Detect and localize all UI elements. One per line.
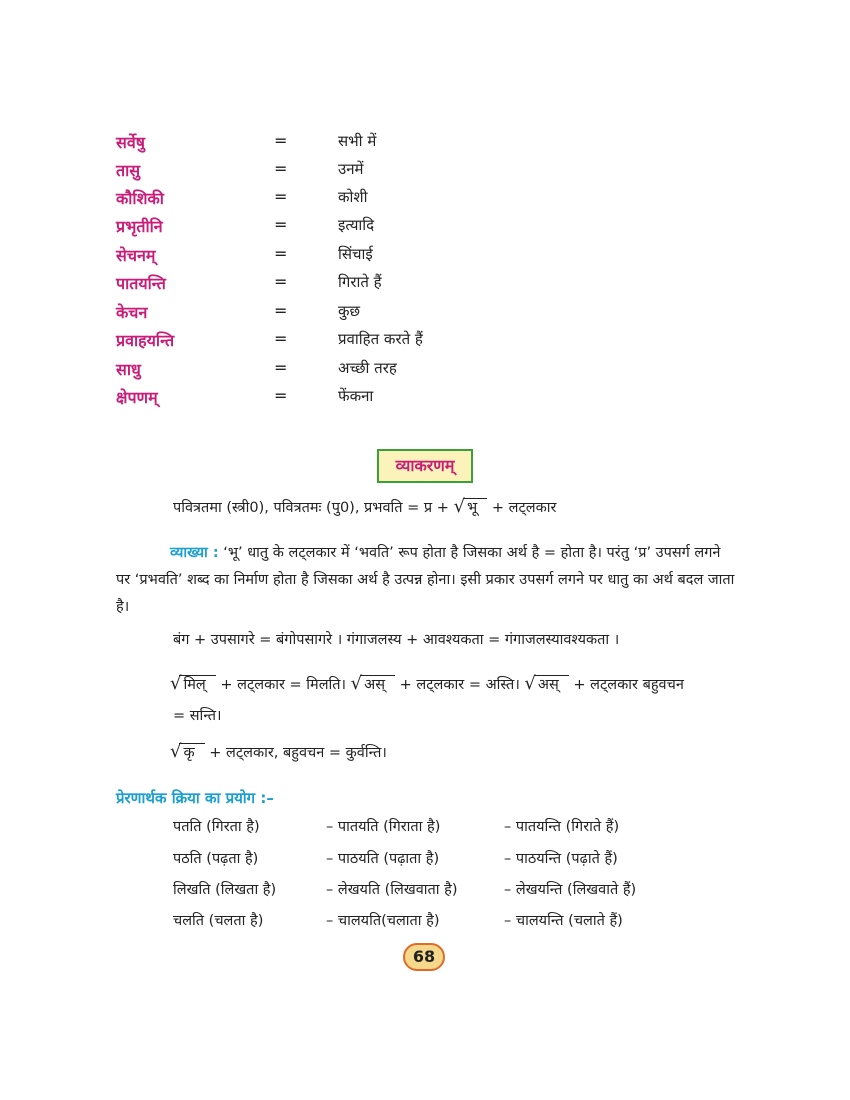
causative-row: [0, 848, 850, 874]
equals-sign: =: [274, 244, 288, 263]
root-word: अस्: [534, 675, 569, 694]
causative-row: [0, 910, 850, 936]
vocab-word: क्षेपणम्: [116, 388, 158, 407]
vocab-meaning: प्रवाहित करते हैं: [338, 330, 423, 348]
causative-singular: – लेखयति (लिखवाता है): [326, 882, 458, 898]
equals-sign: =: [274, 159, 288, 178]
vocab-meaning: अच्छी तरह: [338, 359, 397, 377]
root-word: अस्: [360, 675, 395, 694]
vocab-row: [0, 329, 850, 355]
vocab-meaning: फेंकना: [338, 387, 374, 405]
vocab-word: प्रवाहयन्ति: [116, 331, 175, 350]
vocab-row: [0, 159, 850, 185]
causative-heading: प्रेरणार्थक क्रिया का प्रयोग :–: [116, 789, 274, 807]
vocab-word: तासु: [116, 161, 141, 180]
vocab-row: [0, 131, 850, 157]
root-line-1-continued: = सन्ति।: [173, 708, 222, 724]
root-line-1: [170, 673, 684, 694]
compound-tail: + लट्लकार: [487, 500, 557, 516]
base-verb: चलति (चलता है): [173, 913, 264, 929]
root-word: कृ: [179, 743, 204, 762]
sandhi-line: बंग + उपसागरे = बंगोपसागरे । गंगाजलस्य + आवश्यकता = गंगाजलस्यावश्यकता ।: [173, 632, 620, 648]
page-number: 68: [403, 943, 445, 971]
radical-sign-icon: √: [524, 673, 536, 694]
equals-sign: =: [274, 301, 288, 320]
base-verb: पतति (गिरता है): [173, 819, 260, 835]
vocab-meaning: इत्यादि: [338, 216, 375, 234]
equals-sign: =: [274, 358, 288, 377]
radical-sign-icon: √: [350, 673, 363, 694]
compound-line: [173, 496, 556, 517]
causative-plural: – चालयन्ति (चलाते हैं): [504, 913, 623, 929]
causative-singular: – पातयति (गिराता है): [326, 819, 441, 835]
causative-singular: – पाठयति (पढ़ाता है): [326, 851, 440, 867]
causative-plural: – पातयन्ति (गिराते हैं): [504, 819, 620, 835]
base-verb: लिखति (लिखता है): [173, 882, 277, 898]
vocab-meaning: कोशी: [338, 188, 368, 206]
root-result: + लट्लकार = अस्ति।: [395, 677, 520, 693]
vocab-row: [0, 187, 850, 213]
equals-sign: =: [274, 329, 288, 348]
vocab-word: केचन: [116, 303, 148, 322]
vocab-row: [0, 358, 850, 384]
root-result: + लट्लकार = मिलति।: [215, 677, 347, 693]
equals-sign: =: [274, 187, 288, 206]
root-word: मिल्: [179, 675, 215, 694]
vocab-word: साधु: [116, 360, 141, 379]
vocab-row: [0, 244, 850, 270]
vocab-meaning: उनमें: [338, 160, 364, 178]
vocab-row: [0, 272, 850, 298]
vocab-row: [0, 386, 850, 412]
causative-singular: – चालयति(चलाता है): [326, 913, 440, 929]
vocab-word: सर्वेषु: [116, 133, 145, 152]
vocab-row: [0, 301, 850, 327]
vocab-word: पातयन्ति: [116, 274, 166, 293]
root-result: + लट्लकार बहुवचन: [568, 677, 684, 693]
vocab-meaning: गिराते हैं: [338, 273, 382, 291]
equals-sign: =: [274, 386, 288, 405]
root-word: भू: [463, 498, 487, 517]
vocab-row: [0, 215, 850, 241]
causative-row: [0, 816, 850, 842]
explanation-text: ‘भू’ धातु के लट्लकार में ‘भवति’ रूप होता है जिसका अर्थ है = होता है। परंतु ‘प्र’ उपसर्ग लगने पर ‘प्रभवति’ शब्द का निर्माण होता है जिसका अर्थ है उत्पन्न होना। इसी प्रकार उपसर्ग लगने पर धातु का अर्थ बदल जाता है।: [116, 545, 735, 615]
radical-sign-icon: √: [170, 673, 182, 694]
explanation-label: व्याख्या :: [170, 545, 219, 561]
root-line-2: [170, 741, 387, 762]
vocab-word: प्रभृतीनि: [116, 217, 163, 236]
equals-sign: =: [274, 131, 288, 150]
causative-plural: – पाठयन्ति (पढ़ाते हैं): [504, 851, 618, 867]
radical-sign-icon: √: [170, 741, 182, 762]
vocab-word: कौशिकी: [116, 189, 164, 208]
vocab-meaning: सभी में: [338, 132, 377, 150]
compound-text: पवित्रतमा (स्त्री0), पवित्रतमः (पु0), प्रभवति = प्र +: [173, 500, 454, 516]
vocab-meaning: कुछ: [338, 302, 361, 320]
radical-sign-icon: √: [453, 496, 466, 517]
vocab-meaning: सिंचाई: [338, 245, 373, 263]
base-verb: पठति (पढ़ता है): [173, 851, 259, 867]
explanation-paragraph: [116, 540, 736, 621]
equals-sign: =: [274, 272, 288, 291]
causative-plural: – लेखयन्ति (लिखवाते हैं): [504, 882, 637, 898]
grammar-heading: व्याकरणम्: [377, 449, 473, 483]
causative-row: [0, 879, 850, 905]
equals-sign: =: [274, 215, 288, 234]
vocab-word: सेचनम्: [116, 246, 156, 265]
root-result: + लट्लकार, बहुवचन = कुर्वन्ति।: [204, 745, 387, 761]
